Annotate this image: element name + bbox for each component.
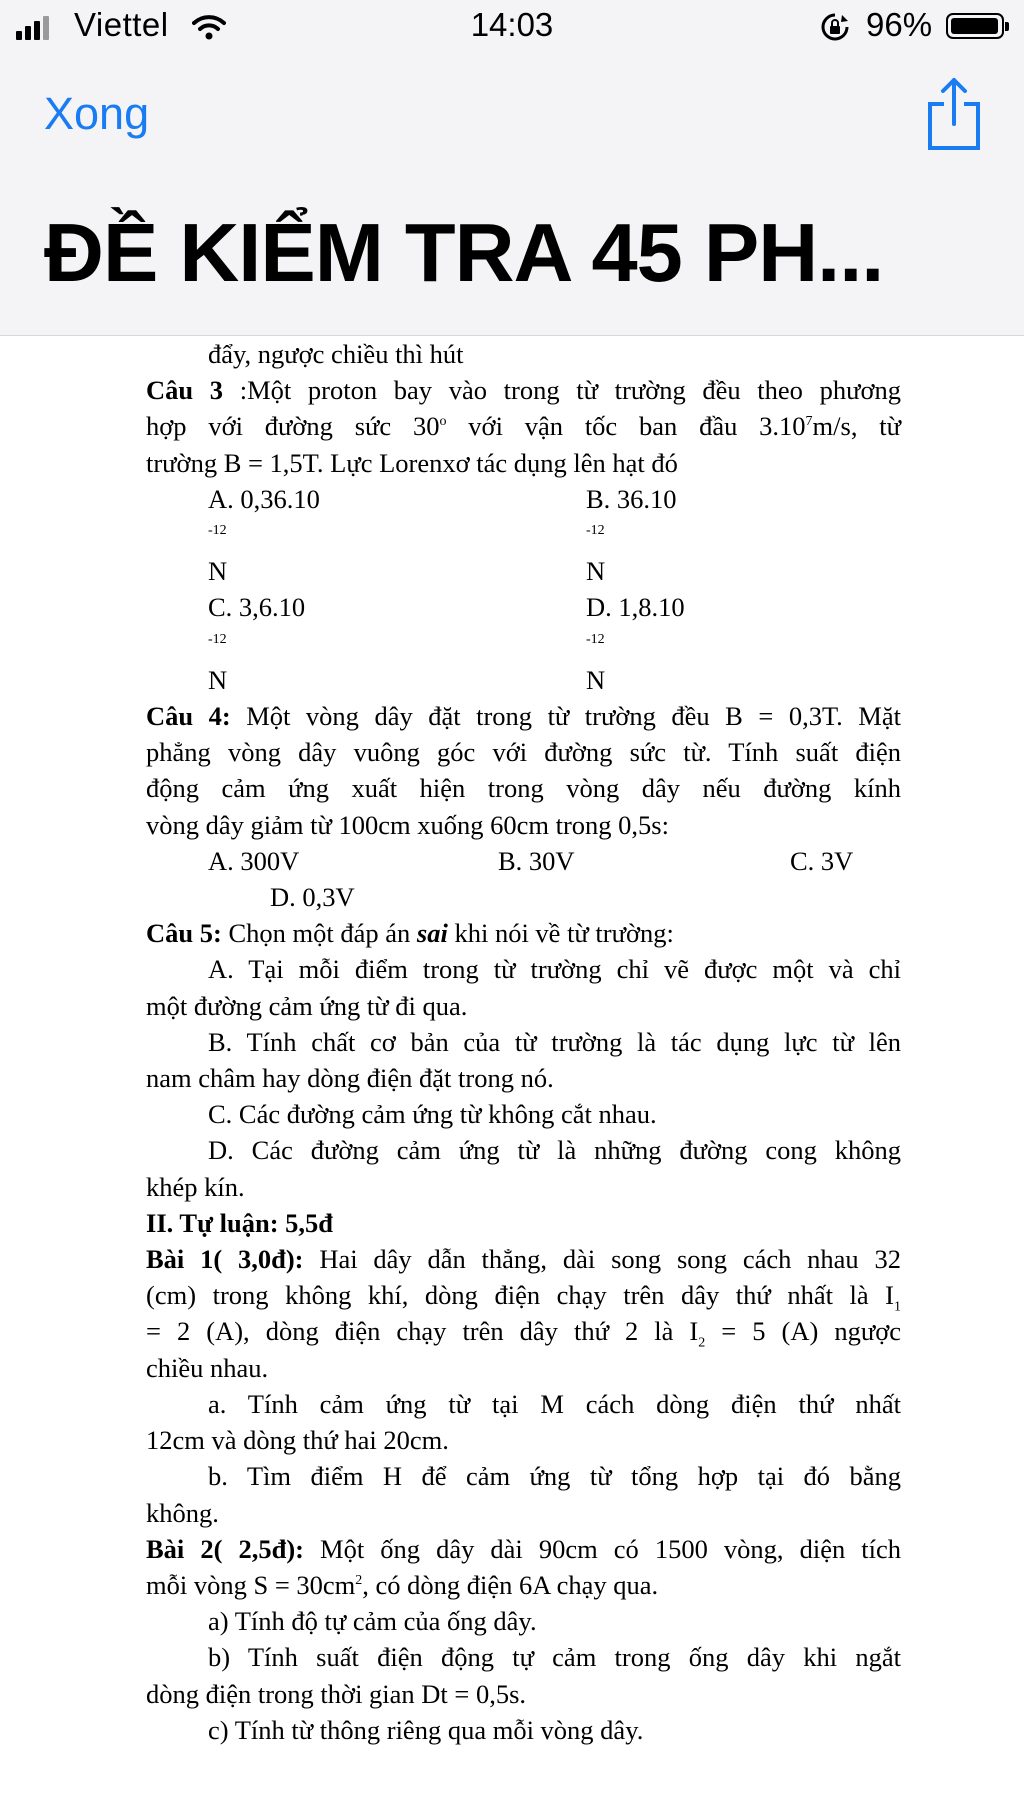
doc-line: a. Tính cảm ứng từ tại M cách dòng điện thứ nhất — [208, 1388, 901, 1419]
question-3-options — [146, 589, 901, 698]
rotation-lock-icon — [820, 12, 850, 42]
option-d: D. 0,3V — [270, 882, 355, 913]
share-icon[interactable] — [926, 76, 982, 152]
doc-line: phẳng vòng dây vuông góc với đường sức từ. Tính suất điện — [146, 737, 901, 768]
doc-line: nam châm hay dòng điện đặt trong nó. — [146, 1063, 554, 1094]
question-3: Câu 3 :Một proton bay vào trong từ trường đều theo phương — [146, 375, 901, 406]
section-heading: II. Tự luận: 5,5đ — [146, 1207, 334, 1238]
question-4-options — [146, 843, 901, 879]
option-b: B. 30V — [498, 845, 575, 876]
question-4: Câu 4: Một vòng dây đặt trong từ trường đều B = 0,3T. Mặt — [146, 701, 901, 732]
doc-line: b. Tìm điểm H để cảm ứng từ tổng hợp tại đó bằng — [208, 1461, 901, 1492]
option-c: C. 3V — [790, 845, 854, 876]
doc-line: động cảm ứng xuất hiện trong vòng dây nếu đường kính — [146, 773, 901, 804]
status-bar — [0, 0, 1024, 54]
doc-line: không. — [146, 1497, 219, 1528]
doc-line: b) Tính suất điện động tự cảm trong ống dây khi ngắt — [208, 1642, 901, 1673]
option-d: D. 1,8.10 $^{-12}$ N — [586, 592, 685, 695]
doc-line: đẩy, ngược chiều thì hút — [208, 339, 464, 369]
battery-percentage: 96% — [866, 6, 933, 43]
document-content[interactable] — [146, 336, 901, 1748]
status-time: 14:03 — [470, 6, 554, 43]
doc-line: khép kín. — [146, 1171, 245, 1202]
doc-line: B. Tính chất cơ bản của từ trường là tác dụng lực từ lên — [208, 1026, 901, 1057]
doc-line: dòng điện trong thời gian Dt = 0,5s. — [146, 1678, 527, 1709]
doc-line: c) Tính từ thông riêng qua mỗi vòng dây. — [208, 1714, 644, 1745]
exercise-2: Bài 2( 2,5đ): Một ống dây dài 90cm có 1500 vòng, diện tích — [146, 1533, 902, 1564]
doc-line: trường B = 1,5T. Lực Lorenxơ tác dụng lên hạt đó — [146, 447, 678, 478]
option-a: A. 300V — [208, 845, 300, 876]
option-a: A. 0,36.10 $^{-12}$ N — [208, 483, 320, 587]
done-button[interactable]: Xong — [44, 88, 150, 139]
question-3-options — [146, 481, 901, 590]
battery-icon — [946, 13, 1004, 39]
exercise-1: Bài 1( 3,0đ): Hai dây dẫn thẳng, dài song song cách nhau 32 — [146, 1244, 901, 1275]
option-b: B. 36.10 $^{-12}$ N — [586, 483, 677, 587]
doc-line: C. Các đường cảm ứng từ không cắt nhau. — [208, 1099, 657, 1130]
doc-line: A. Tại mỗi điểm trong từ trường chỉ vẽ được một và chỉ — [208, 954, 901, 985]
doc-line: mỗi vòng $S = 30cm^2$, có dòng điện 6A chạy qua. — [146, 1569, 659, 1600]
doc-line: D. Các đường cảm ứng từ là những đường cong không — [208, 1135, 901, 1166]
doc-line: chiều nhau. — [146, 1352, 269, 1383]
doc-line: 12cm và dòng thứ hai 20cm. — [146, 1425, 449, 1456]
doc-line: a) Tính độ tự cảm của ống dây. — [208, 1606, 537, 1637]
doc-line: một đường cảm ứng từ đi qua. — [146, 990, 468, 1021]
doc-line: vòng dây giảm từ 100cm xuống 60cm trong 0,5s: — [146, 809, 669, 840]
doc-line: = 2 (A), dòng điện chạy trên dây thứ 2 là $I_2 = 5$ (A) ngược — [146, 1316, 901, 1351]
doc-line: hợp với đường sức 30$^o$ với vận tốc ban đầu 3.10$^7$m/s, từ — [146, 411, 902, 442]
question-5: Câu 5: Chọn một đáp án sai khi nói về từ trường: — [146, 918, 674, 949]
carrier-name: Viettel — [74, 6, 169, 43]
document-title: ĐỀ KIỂM TRA 45 PH... — [44, 206, 884, 299]
navigation-bar — [0, 0, 1024, 336]
doc-line: (cm) trong không khí, dòng điện chạy trên dây thứ nhất là $I_1$ — [146, 1280, 901, 1315]
option-c: C. 3,6.10 $^{-12}$ N — [208, 592, 306, 695]
